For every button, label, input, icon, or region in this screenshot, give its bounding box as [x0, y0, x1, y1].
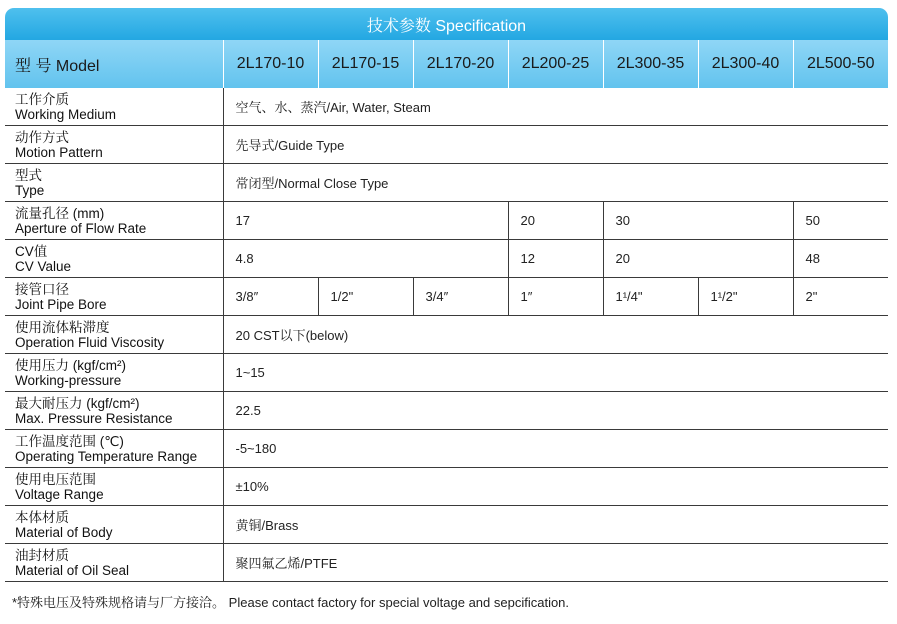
spec-label-cn: 本体材质 [15, 509, 69, 525]
spec-label-cn: 最大耐压力 (kgf/cm²) [15, 395, 140, 411]
spec-label-en: Working-pressure [15, 372, 122, 388]
spec-value: 3/4″ [413, 278, 508, 316]
spec-value: 2" [793, 278, 888, 316]
spec-value: 4.8 [223, 240, 508, 278]
spec-value: 50 [793, 202, 888, 240]
spec-value: 20 [508, 202, 603, 240]
spec-row [5, 506, 888, 544]
spec-row [5, 164, 888, 202]
spec-row [5, 354, 888, 392]
spec-label [5, 468, 223, 506]
spec-label-cn: 工作介质 [15, 91, 69, 107]
spec-label-cn: 流量孔径 (mm) [15, 205, 105, 221]
spec-label-en: Max. Pressure Resistance [15, 410, 173, 426]
footnote: *特殊电压及特殊规格请与厂方接洽。 Please contact factory for special voltage and sepcification. [12, 595, 570, 610]
spec-row [5, 88, 888, 126]
spec-label-en: Working Medium [15, 106, 117, 122]
spec-row [5, 430, 888, 468]
spec-label [5, 544, 223, 582]
spec-row [5, 392, 888, 430]
spec-row [5, 126, 888, 164]
spec-row [5, 240, 888, 278]
spec-label-cn: 接管口径 [15, 281, 69, 297]
spec-label [5, 316, 223, 354]
spec-label-en: CV Value [15, 258, 72, 274]
spec-label-cn: 使用流体粘滞度 [15, 319, 110, 335]
spec-row [5, 202, 888, 240]
spec-value: 空气、水、蒸汽/Air, Water, Steam [223, 88, 888, 126]
spec-value: 48 [793, 240, 888, 278]
spec-label-cn: 型式 [15, 167, 42, 183]
spec-label-cn: 使用压力 (kgf/cm²) [15, 357, 126, 373]
spec-row [5, 544, 888, 582]
spec-value: 1/2" [318, 278, 413, 316]
spec-value: -5~180 [223, 430, 888, 468]
spec-label [5, 126, 223, 164]
spec-label [5, 240, 223, 278]
spec-label-en: Material of Oil Seal [15, 562, 130, 578]
spec-label-en: Voltage Range [15, 486, 104, 502]
spec-label [5, 506, 223, 544]
spec-label-cn: CV值 [15, 243, 48, 259]
spec-label [5, 392, 223, 430]
spec-label [5, 278, 223, 316]
spec-value: 常闭型/Normal Close Type [223, 164, 888, 202]
spec-value: 20 [603, 240, 793, 278]
spec-value: 聚四氟乙烯/PTFE [223, 544, 888, 582]
spec-value: 3/8″ [223, 278, 318, 316]
spec-table [5, 40, 888, 582]
spec-label [5, 164, 223, 202]
model-column-header: 2L200-25 [508, 40, 603, 88]
spec-label-cn: 使用电压范围 [15, 471, 96, 487]
spec-label-en: Operation Fluid Viscosity [15, 334, 165, 350]
spec-row [5, 468, 888, 506]
spec-value: 22.5 [223, 392, 888, 430]
spec-label-cn: 动作方式 [15, 129, 69, 145]
spec-value: 17 [223, 202, 508, 240]
spec-value: 1~15 [223, 354, 888, 392]
spec-label-cn: 油封材质 [15, 547, 69, 563]
spec-value: 黄铜/Brass [223, 506, 888, 544]
model-column-header: 2L170-10 [223, 40, 318, 88]
spec-value: 20 CST以下(below) [223, 316, 888, 354]
spec-label-en: Operating Temperature Range [15, 448, 198, 464]
spec-label-en: Aperture of Flow Rate [15, 220, 147, 236]
spec-label [5, 88, 223, 126]
spec-value: ±10% [223, 468, 888, 506]
spec-value: 先导式/Guide Type [223, 126, 888, 164]
model-header-row [5, 40, 888, 88]
spec-label [5, 354, 223, 392]
spec-value: 30 [603, 202, 793, 240]
spec-row [5, 278, 888, 316]
model-column-header: 2L300-40 [698, 40, 793, 88]
spec-label [5, 202, 223, 240]
spec-value: 1¹/4" [603, 278, 698, 316]
spec-label-en: Material of Body [15, 524, 113, 540]
model-header-label: 型 号 Model [5, 40, 223, 88]
model-column-header: 2L300-35 [603, 40, 698, 88]
spec-table-body [5, 88, 888, 582]
spec-value: 1¹/2" [698, 278, 793, 316]
spec-label [5, 430, 223, 468]
spec-table-container [5, 8, 888, 582]
spec-title-bar: 技术参数 Specification [5, 8, 888, 40]
model-column-header: 2L500-50 [793, 40, 888, 88]
spec-label-en: Motion Pattern [15, 144, 103, 160]
spec-value: 12 [508, 240, 603, 278]
spec-label-en: Type [15, 182, 45, 198]
spec-value: 1″ [508, 278, 603, 316]
spec-row [5, 316, 888, 354]
model-column-header: 2L170-20 [413, 40, 508, 88]
model-column-header: 2L170-15 [318, 40, 413, 88]
spec-label-en: Joint Pipe Bore [15, 296, 107, 312]
spec-label-cn: 工作温度范围 (℃) [15, 433, 124, 449]
